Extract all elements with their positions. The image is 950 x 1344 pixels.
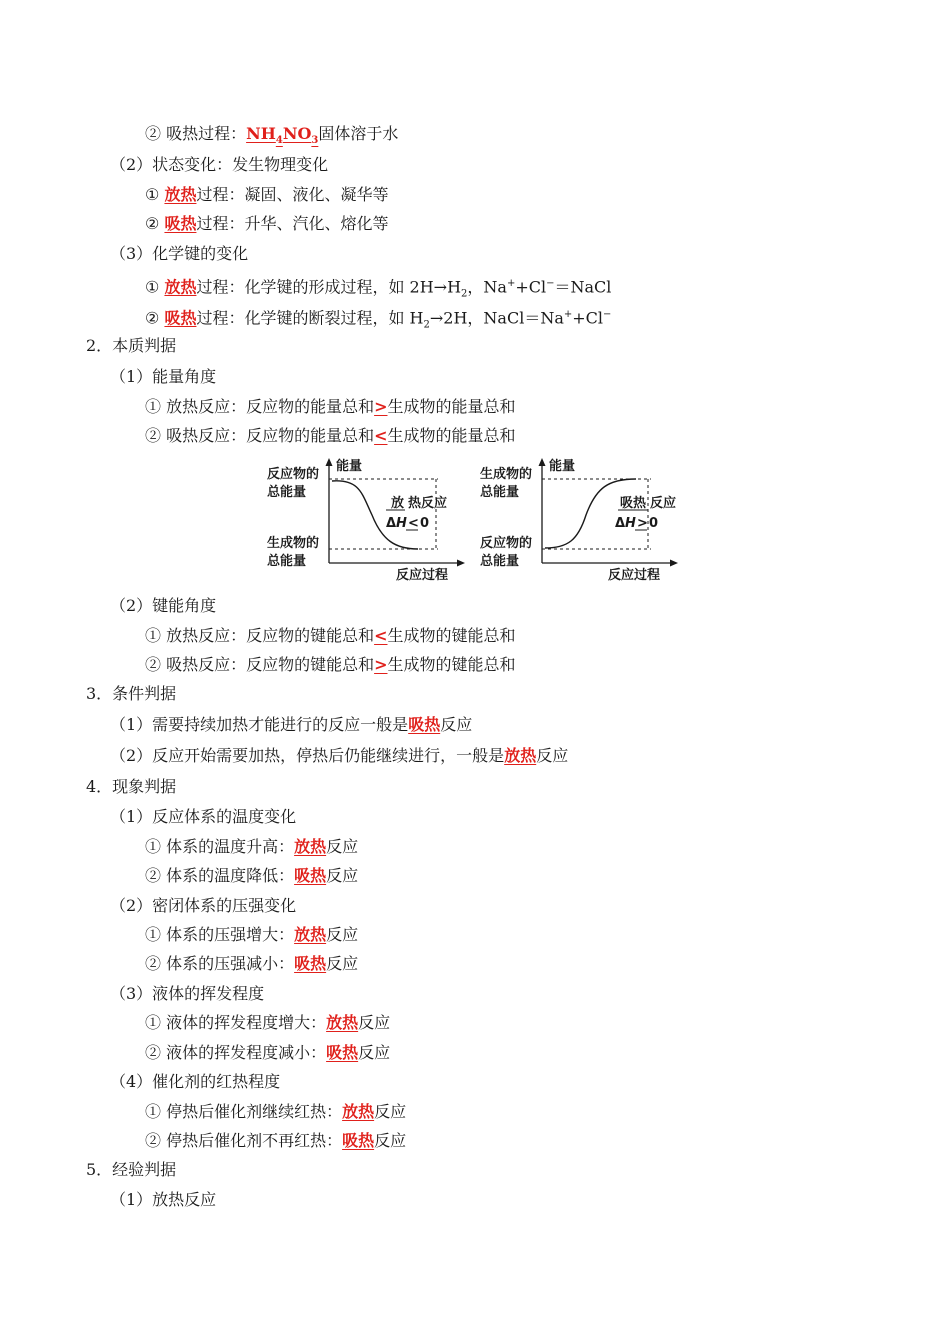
line-text: 反应: [326, 837, 359, 856]
text-line: [110, 715, 472, 735]
answer-text: 放热: [342, 1102, 375, 1121]
answer-text: 放热: [294, 925, 327, 944]
delta-h-zero: 0: [649, 516, 659, 531]
line-text: 5．经验判据: [86, 1160, 177, 1179]
line-text: 反应: [358, 1043, 391, 1062]
line-text: 3．条件判据: [86, 684, 177, 703]
delta-h-symbol: Δ: [386, 516, 397, 531]
line-text: 反应: [326, 954, 359, 973]
high-level-label-2: 总能量: [480, 485, 520, 500]
line-text: 过程：化学键的形成过程，如 2H→H: [196, 277, 462, 297]
delta-h-relation: >: [637, 516, 648, 531]
text-line: [145, 626, 516, 646]
line-text: （1）放热反应: [110, 1190, 217, 1209]
answer-text: 吸热: [294, 866, 327, 885]
text-line: [86, 1160, 176, 1180]
reaction-type-label-a: 吸热: [620, 496, 647, 511]
text-line: [110, 155, 328, 175]
line-text: 过程：化学键的断裂过程，如 H: [196, 308, 424, 328]
text-line: [145, 1131, 406, 1151]
y-axis-label: 能量: [336, 459, 363, 474]
answer-text: 3: [311, 135, 319, 147]
line-text: ② 停热后催化剂不再红热：: [145, 1131, 343, 1150]
answer-text: <: [374, 426, 388, 445]
high-level-label-2: 总能量: [267, 485, 307, 500]
line-text: （3）化学键的变化: [110, 244, 249, 263]
low-level-label-2: 总能量: [267, 554, 307, 569]
answer-text: <: [374, 626, 388, 645]
line-text: 固体溶于水: [318, 124, 399, 143]
line-text: ① 液体的挥发程度增大：: [145, 1013, 327, 1032]
text-line: [145, 124, 398, 151]
answer-text: 放热: [294, 837, 327, 856]
low-level-label-1: 生成物的: [267, 536, 320, 551]
y-axis-arrow-icon: [539, 458, 546, 466]
text-line: [110, 896, 296, 916]
x-axis-label: 反应过程: [608, 568, 661, 583]
line-text: ① 体系的压强增大：: [145, 925, 295, 944]
y-axis-label: 能量: [549, 459, 576, 474]
answer-text: NH: [246, 124, 276, 143]
text-line: [145, 305, 611, 336]
text-line: [145, 866, 358, 886]
energy-curve: [545, 479, 636, 548]
text-line: [145, 1102, 406, 1122]
text-line: [145, 426, 516, 446]
answer-text: 放热: [164, 277, 197, 297]
high-level-label-1: 生成物的: [480, 467, 533, 482]
line-text: 过程：凝固、液化、凝华等: [196, 185, 389, 204]
exothermic-diagram: [267, 458, 465, 583]
x-axis-arrow-icon: [670, 560, 678, 567]
answer-text: 4: [275, 135, 283, 147]
line-text: （2）反应开始需要加热，停热后仍能继续进行，一般是: [110, 746, 505, 765]
line-text: 反应: [374, 1131, 407, 1150]
line-text: 反应: [358, 1013, 391, 1032]
line-text: 反应: [374, 1102, 407, 1121]
text-line: [110, 367, 216, 387]
answer-text: >: [374, 655, 388, 674]
text-line: [145, 397, 516, 417]
line-text: ② 吸热反应：反应物的键能总和: [145, 655, 375, 674]
line-text: ① 放热反应：反应物的能量总和: [145, 397, 375, 416]
line-text: ① 体系的温度升高：: [145, 837, 295, 856]
line-text: ② 吸热反应：反应物的能量总和: [145, 426, 375, 445]
line-text: ② 液体的挥发程度减小：: [145, 1043, 327, 1062]
text-line: [110, 596, 216, 616]
text-line: [110, 244, 248, 264]
answer-text: 放热: [326, 1013, 359, 1032]
text-line: [110, 1190, 216, 1210]
delta-h-letter: H: [396, 516, 407, 531]
answer-text: 吸热: [342, 1131, 375, 1150]
text-line: [145, 837, 358, 857]
answer-text: 吸热: [408, 715, 441, 734]
low-level-label-2: 总能量: [480, 554, 520, 569]
low-level-label-1: 反应物的: [480, 536, 533, 551]
line-text: ，Na: [467, 277, 507, 297]
line-text: 2: [461, 288, 468, 300]
line-text: 反应: [440, 715, 473, 734]
line-text: ① 放热反应：反应物的键能总和: [145, 626, 375, 645]
text-line: [110, 1072, 280, 1092]
text-line: [145, 925, 358, 945]
line-text: （2）密闭体系的压强变化: [110, 896, 297, 915]
line-text: 反应: [326, 866, 359, 885]
line-text: 过程：升华、汽化、熔化等: [196, 214, 389, 233]
endothermic-diagram: [480, 458, 678, 583]
line-text: ① 停热后催化剂继续红热：: [145, 1102, 343, 1121]
delta-h-relation: <: [408, 516, 419, 531]
x-axis-arrow-icon: [457, 560, 465, 567]
line-text: +: [506, 278, 516, 289]
line-text: +Cl: [515, 277, 547, 297]
line-text: 2．本质判据: [86, 336, 177, 355]
text-line: [145, 214, 388, 234]
text-line: [110, 984, 264, 1004]
text-line: [145, 1043, 390, 1063]
text-line: [110, 746, 568, 766]
line-text: ②: [145, 214, 165, 233]
line-text: +Cl: [572, 308, 604, 328]
line-text: ①: [145, 185, 165, 204]
line-text: 生成物的能量总和: [387, 397, 516, 416]
line-text: ② 吸热过程：: [145, 124, 247, 143]
line-text: →2H，NaCl＝Na: [429, 308, 564, 328]
text-line: [145, 954, 358, 974]
answer-text: 吸热: [294, 954, 327, 973]
answer-text: >: [374, 397, 388, 416]
energy-curve: [332, 481, 418, 549]
answer-text: 吸热: [326, 1043, 359, 1062]
line-text: ② 体系的压强减小：: [145, 954, 295, 973]
line-text: 生成物的键能总和: [387, 626, 516, 645]
line-text: ②: [145, 308, 165, 328]
delta-h-letter: H: [625, 516, 636, 531]
line-text: 反应: [326, 925, 359, 944]
reaction-type-label-a: 放: [391, 496, 405, 511]
line-text: 2: [423, 319, 430, 331]
answer-text: 放热: [164, 185, 197, 204]
x-axis-label: 反应过程: [396, 568, 449, 583]
line-text: （4）催化剂的红热程度: [110, 1072, 281, 1091]
answer-text: 吸热: [164, 214, 197, 233]
text-line: [86, 684, 176, 704]
line-text: ＝NaCl: [554, 277, 612, 297]
text-line: [86, 777, 176, 797]
line-text: （2）键能角度: [110, 596, 217, 615]
delta-h-zero: 0: [420, 516, 430, 531]
text-line: [145, 1013, 390, 1033]
text-line: [86, 336, 176, 356]
line-text: 生成物的键能总和: [387, 655, 516, 674]
text-line: [145, 655, 516, 675]
y-axis-arrow-icon: [326, 458, 333, 466]
line-text: −: [603, 309, 612, 320]
line-text: （1）能量角度: [110, 367, 217, 386]
reaction-type-label-b: 热反应: [408, 496, 448, 511]
high-level-label-1: 反应物的: [267, 467, 320, 482]
text-line: [145, 185, 388, 205]
text-line: [110, 807, 296, 827]
text-line: [145, 274, 611, 305]
delta-h-symbol: Δ: [615, 516, 626, 531]
line-text: （2）状态变化：发生物理变化: [110, 155, 329, 174]
line-text: 生成物的能量总和: [387, 426, 516, 445]
line-text: +: [563, 309, 573, 320]
line-text: （1）反应体系的温度变化: [110, 807, 297, 826]
line-text: （1）需要持续加热才能进行的反应一般是: [110, 715, 409, 734]
answer-text: 放热: [504, 746, 537, 765]
line-text: ①: [145, 277, 165, 297]
answer-text: 吸热: [164, 308, 197, 328]
answer-text: NO: [282, 124, 312, 143]
reaction-type-label-b: 反应: [650, 496, 677, 511]
line-text: ② 体系的温度降低：: [145, 866, 295, 885]
line-text: 4．现象判据: [86, 777, 177, 796]
line-text: −: [546, 278, 555, 289]
line-text: 反应: [536, 746, 569, 765]
line-text: （3）液体的挥发程度: [110, 984, 265, 1003]
